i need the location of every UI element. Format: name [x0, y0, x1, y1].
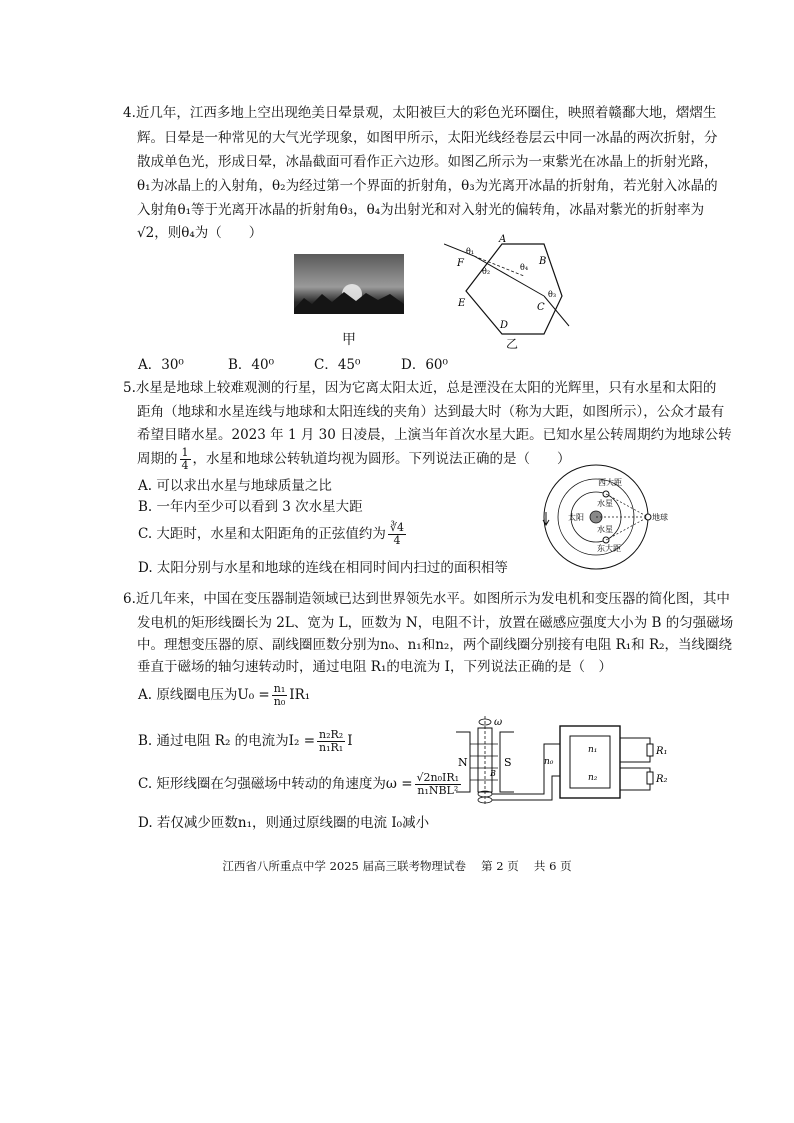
mercury-elongation-diagram: [538, 462, 678, 572]
q5-option-c[interactable]: C. 大距时，水星和太阳距角的正弦值约为 $\frac{∛4}{4}$: [138, 521, 404, 547]
mercury-label-bottom: 水星: [597, 525, 613, 534]
q5-line-4-post: ，水星和地球公转轨道均视为圆形。下列说法正确的是（ ）: [192, 451, 571, 467]
n0-label: n₀: [544, 757, 554, 767]
omega-label: ω: [494, 717, 503, 728]
theta4-label: θ₄: [520, 263, 529, 272]
hex-label-F: F: [457, 258, 464, 269]
sun-halo-photo: [294, 254, 404, 314]
r1-label: R₁: [656, 746, 668, 757]
n2-label: n₂: [588, 773, 598, 783]
q5-line-4-pre: 周期的: [137, 451, 178, 467]
q5-line-2: 距角（地球和水星连线与地球和太阳连线的夹角）达到最大时（称为大距，如图所示），公众才最有: [137, 404, 725, 420]
q4-line-4: θ₁为冰晶上的入射角，θ₂为经过第一个界面的折射角，θ₃为光离开冰晶的折射角，若光射入冰晶的: [137, 178, 718, 194]
theta1-label: θ₁: [466, 247, 475, 256]
magnet-s-label: S: [504, 756, 512, 769]
q4-option-d[interactable]: D．60⁰: [401, 357, 448, 373]
q5-option-a[interactable]: A. 可以求出水星与地球质量之比: [138, 478, 332, 494]
theta2-label: θ₂: [482, 267, 491, 276]
q6-option-c[interactable]: C. 矩形线圈在匀强磁场中转动的角速度为ω = $\frac{\text{√2n₀IR₁}}{\text{n₁NBL²}}$: [138, 771, 460, 797]
theta3-label: θ₃: [548, 290, 557, 299]
n1-label: n₁: [588, 745, 598, 755]
mercury-label-top: 水星: [597, 499, 613, 508]
q4-line-3: 散成单色光，形成日晕，冰晶截面可看作正六边形。如图乙所示为一束紫光在冰晶上的折射光路，: [137, 154, 718, 170]
hex-label-E: E: [458, 298, 466, 309]
page-footer: 江西省八所重点中学 2025 届高三联考物理试卷 第 2 页 共 6 页: [222, 859, 572, 873]
q6-option-a[interactable]: A. 原线圈电压为U₀ = $\frac{\text{n₁}}{\text{n₀}}$ IR₁: [138, 682, 311, 708]
q5-line-4: [137, 447, 571, 472]
q6-line-4: 垂直于磁场的轴匀速转动时，通过电阻 R₁的电流为 I，下列说法正确的是（ ）: [137, 659, 612, 675]
r2-label: R₂: [656, 774, 668, 785]
q4-option-c[interactable]: C．45⁰: [314, 357, 361, 373]
hex-label-C: C: [537, 302, 545, 313]
q5-line-3: 希望目睹水星。2023 年 1 月 30 日凌晨，上演当年首次水星大距。已知水星公转周期约为地球公转: [137, 427, 732, 443]
q6-option-d[interactable]: D. 若仅减少匝数n₁，则通过原线圈的电流 I₀减小: [138, 815, 430, 831]
q6-option-b[interactable]: B. 通过电阻 R₂ 的电流为I₂ = $\frac{\text{n₂R₂}}{\text{n₁R₁}}$ I: [138, 728, 353, 754]
q5-line-1: 5.水星是地球上较难观测的行星，因为它离太阳太近，总是湮没在太阳的光辉里，只有水星和太阳的: [123, 380, 717, 396]
q6-line-2: 发电机的矩形线圈长为 2L、宽为 L，匝数为 N，电阻不计，放置在磁感应强度大小为 B 的匀强磁场: [137, 615, 734, 631]
q4-line-1: 4.近几年，江西多地上空出现绝美日晕景观，太阳被巨大的彩色光环圈住，映照着赣鄱大地，熠熠生: [123, 105, 717, 121]
figure-jia-label: 甲: [342, 332, 356, 348]
q5-option-d[interactable]: D. 太阳分别与水星和地球的连线在相同时间内扫过的面积相等: [138, 560, 508, 576]
west-elongation-label: 西大距: [598, 478, 622, 487]
hex-label-A: A: [499, 234, 507, 245]
q6-line-3: 中。理想变压器的原、副线圈匝数分别为n₀、n₁和n₂，两个副线圈分别接有电阻 R₁和 R₂，当线圈绕: [137, 637, 733, 653]
q4-option-b[interactable]: B．40⁰: [228, 357, 275, 373]
generator-transformer-diagram: [448, 714, 684, 810]
q4-line-5: 入射角θ₁等于光离开冰晶的折射角θ₃，θ₄为出射光和对入射光的偏转角，冰晶对紫光的折射率为: [137, 202, 705, 218]
q5-option-c-fraction: $\frac{∛4}{4}$: [389, 521, 404, 547]
hex-label-D: D: [500, 320, 509, 331]
q4-option-a[interactable]: A．30⁰: [138, 357, 184, 373]
east-elongation-label: 东大距: [597, 544, 621, 553]
earth-label: 地球: [652, 513, 668, 522]
q5-period-fraction: $\frac{1}{4}$: [181, 446, 189, 472]
q6-line-1: 6.近几年来，中国在变压器制造领域已达到世界领先水平。如图所示为发电机和变压器的简化图，其中: [123, 591, 730, 607]
hex-label-B: B: [539, 256, 547, 267]
field-b-label: B: [490, 769, 496, 778]
sun-label: 太阳: [568, 513, 584, 522]
q4-line-6: √2，则θ₄为（ ）: [137, 225, 263, 241]
q4-line-2: 辉。日晕是一种常见的大气光学现象，如图甲所示，太阳光线经卷层云中同一冰晶的两次折射，分: [137, 130, 718, 146]
figure-yi-label: 乙: [506, 337, 519, 351]
magnet-n-label: N: [458, 756, 468, 769]
q5-option-b[interactable]: B. 一年内至少可以看到 3 次水星大距: [138, 499, 363, 515]
